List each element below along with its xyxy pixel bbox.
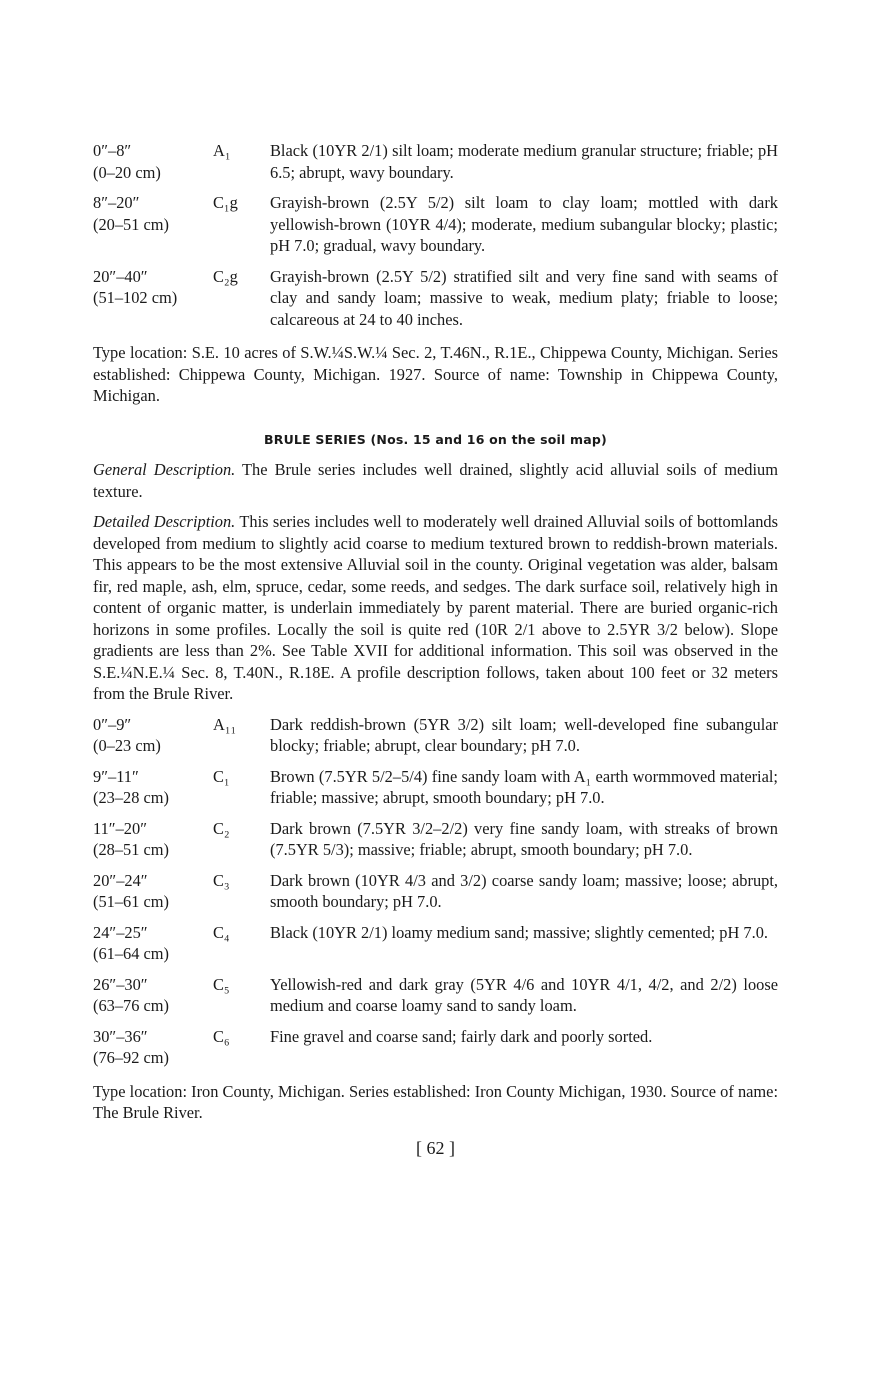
depth-cell: [93, 1026, 213, 1069]
depth-inches: 20″–24″: [93, 870, 148, 890]
depth-cell: [93, 818, 213, 861]
general-description-lead: General Description.: [93, 460, 236, 479]
depth-cm: (76–92 cm): [93, 1048, 170, 1067]
detailed-description-text: This series includes well to moderately well drained Alluvial soils of bottomlands developed from medium to slightly acid coarse to medium textured brown to reddish-brown materials. This appears to be the most extensive Alluvial soil in the county. Original vegetation was alder, balsam fir, red maple, ash, elm, spruce, cedar, some reeds, and sedges. The dark surface soil, relatively high in content of organic matter, is underlain immediately by parent material. There are buried organic-rich horizons in some profiles. Locally the soil is quite red (10R 2/1 above to 2.5YR 3/2 below). Slope gradients are less than 2%. See Table XVII for additional information. This soil was observed in the S.E.¼N.E.¼ Sec. 8, T.40N., R.18E. A profile description follows, taken about 100 feet or 32 meters from the Brule River.: [93, 512, 778, 703]
depth-inches: 0″–8″: [93, 141, 132, 160]
horizon-description: Dark reddish-brown (5YR 3/2) silt loam; well-developed fine subangular blocky; friable; abrupt, clear boundary; pH 7.0.: [270, 714, 778, 755]
depth-cell: [93, 974, 213, 1017]
depth-cell: [93, 266, 213, 331]
document-page: [93, 140, 778, 1159]
horizon-row: [93, 266, 778, 331]
depth-inches: 0″–9″: [93, 714, 132, 734]
depth-cell: [93, 922, 213, 965]
depth-cm: (51–102 cm): [93, 288, 178, 307]
horizon-row: [93, 974, 778, 1017]
horizon-description: Fine gravel and coarse sand; fairly dark and poorly sorted.: [270, 1026, 653, 1046]
depth-cell: [93, 766, 213, 809]
depth-inches: 26″–30″: [93, 974, 148, 994]
depth-inches: 11″–20″: [93, 818, 148, 838]
depth-inches: 24″–25″: [93, 922, 148, 942]
depth-cell: [93, 870, 213, 913]
horizon-description: Dark brown (7.5YR 3/2–2/2) very fine sandy loam, with streaks of brown (7.5YR 5/3); massive; friable; abrupt, smooth boundary; pH 7.0.: [270, 818, 778, 859]
depth-inches: 30″–36″: [93, 1026, 148, 1046]
horizon-row: [93, 818, 778, 861]
horizon-row: [93, 1026, 778, 1069]
horizon-row: [93, 192, 778, 257]
horizon-row: [93, 766, 778, 809]
general-description: [93, 459, 778, 502]
page-number: [ 62 ]: [416, 1137, 455, 1158]
depth-cm: (63–76 cm): [93, 996, 170, 1015]
depth-cm: (51–61 cm): [93, 892, 170, 911]
horizon-symbol: A₁₁: [213, 714, 237, 734]
horizon-row: [93, 922, 778, 965]
horizon-description: Yellowish-red and dark gray (5YR 4/6 and 10YR 4/1, 4/2, and 2/2) loose medium and coarse loamy sand to sandy loam.: [270, 974, 778, 1015]
general-description-text: The Brule series includes well drained, slightly acid alluvial soils of medium texture.: [93, 460, 779, 501]
horizon-symbol: C₃: [213, 870, 230, 890]
section-heading: [93, 429, 778, 451]
depth-cell: [93, 140, 213, 183]
depth-inches: 9″–11″: [93, 766, 139, 786]
top-profile: [93, 140, 778, 330]
depth-inches: 20″–40″: [93, 266, 148, 286]
horizon-description: Grayish-brown (2.5Y 5/2) stratified silt and very fine sand with seams of clay and sandy loam; massive to weak, medium platy; friable to loose; calcareous at 24 to 40 inches.: [270, 266, 778, 329]
depth-inches: 8″–20″: [93, 193, 140, 212]
depth-cm: (0–23 cm): [93, 736, 161, 755]
horizon-row: [93, 140, 778, 183]
depth-cm: (0–20 cm): [93, 162, 161, 182]
horizon-symbol: A₁: [213, 141, 231, 160]
horizon-description: Dark brown (10YR 4/3 and 3/2) coarse sandy loam; massive; loose; abrupt, smooth boundary; pH 7.0.: [270, 870, 778, 911]
section-title: BRULE SERIES: [264, 431, 366, 447]
depth-cm: (61–64 cm): [93, 944, 170, 963]
horizon-symbol: C₆: [213, 1026, 230, 1046]
horizon-symbol: C₂: [213, 818, 230, 838]
type-location-paragraph: Type location: Iron County, Michigan. Series established: Iron County Michigan, 1930. Source of name: The Brule River.: [93, 1081, 778, 1122]
depth-cm: (28–51 cm): [93, 840, 170, 859]
detailed-description-lead: Detailed Description.: [93, 512, 236, 531]
horizon-symbol: C₅: [213, 974, 230, 994]
horizon-symbol: C₁: [213, 766, 230, 786]
horizon-row: [93, 714, 778, 757]
horizon-symbol: C₄: [213, 922, 230, 942]
section-subtitle: (Nos. 15 and 16 on the soil map): [370, 431, 607, 447]
horizon-description: Grayish-brown (2.5Y 5/2) silt loam to clay loam; mottled with dark yellowish-brown (10YR 4/4); moderate, medium subangular blocky; plastic; pH 7.0; gradual, wavy boundary.: [270, 193, 778, 255]
horizon-description: Black (10YR 2/1) silt loam; moderate medium granular structure; friable; pH 6.5; abrupt, wavy boundary.: [270, 141, 778, 182]
depth-cell: [93, 714, 213, 757]
brule-profile: [93, 714, 778, 1069]
horizon-row: [93, 870, 778, 913]
depth-cell: [93, 192, 213, 257]
detailed-description: [93, 511, 778, 705]
horizon-description: Black (10YR 2/1) loamy medium sand; massive; slightly cemented; pH 7.0.: [270, 922, 769, 942]
type-location-paragraph: Type location: S.E. 10 acres of S.W.¼S.W.¼ Sec. 2, T.46N., R.1E., Chippewa County, Michigan. Series established: Chippewa County, Michigan. 1927. Source of name: Township in Chippewa County, Michigan.: [93, 343, 778, 405]
depth-cm: (20–51 cm): [93, 214, 170, 234]
horizon-symbol: C₁g: [213, 193, 238, 212]
horizon-symbol: C₂g: [213, 266, 238, 286]
depth-cm: (23–28 cm): [93, 788, 170, 807]
horizon-description: Brown (7.5YR 5/2–5/4) fine sandy loam with A₁ earth wormmoved material; friable; massive; abrupt, smooth boundary; pH 7.0.: [270, 766, 778, 807]
